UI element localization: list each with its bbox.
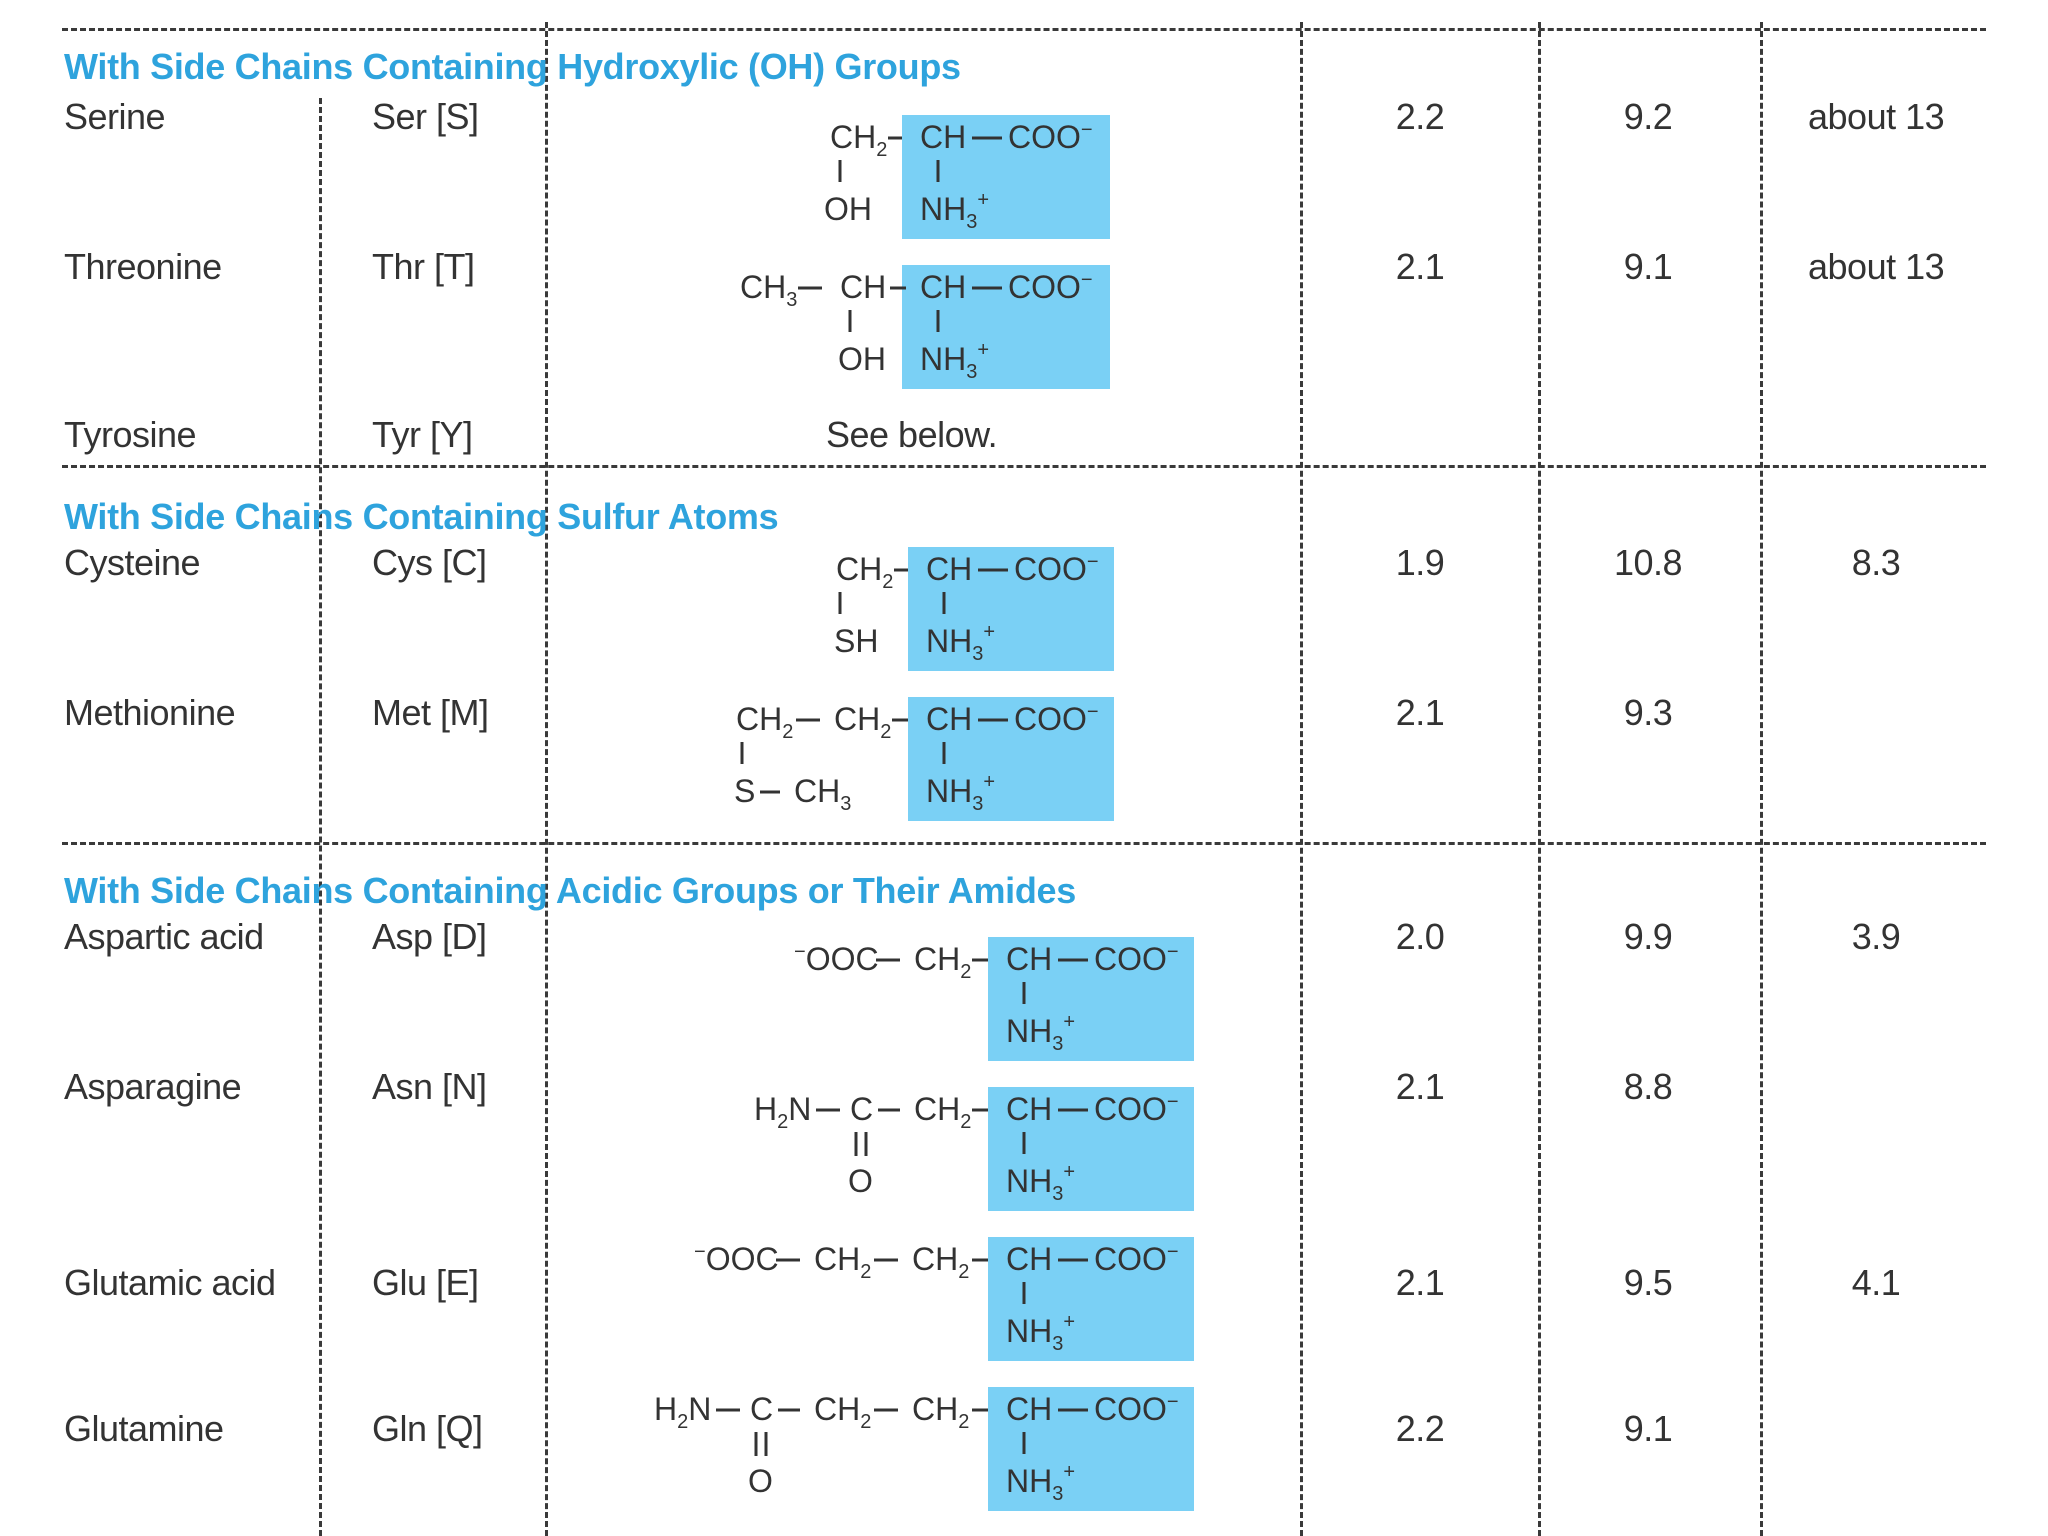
svg-text:COO−: COO− (1094, 1391, 1179, 1427)
amino-acid-abbr: Tyr [Y] (372, 414, 473, 455)
svg-text:OH: OH (824, 191, 872, 227)
pkr-value: 8.3 (1851, 542, 1901, 583)
pk1-value: 1.9 (1395, 542, 1445, 583)
svg-text:CH2: $CH_2$ (912, 1391, 970, 1433)
pk1-value: 2.1 (1395, 1066, 1445, 1107)
column-divider (319, 98, 322, 1536)
pk1-value: 2.1 (1395, 246, 1445, 287)
svg-text:COO−: COO− (1008, 119, 1093, 155)
amino-acid-abbr: Glu [E] (372, 1262, 479, 1303)
svg-text:CH2: $CH_2$ (836, 551, 894, 593)
svg-text:CH2: $CH_2$ (914, 1091, 972, 1133)
amino-acid-abbr: Gln [Q] (372, 1408, 483, 1449)
pk2-value: 9.5 (1623, 1262, 1673, 1303)
svg-text:CH: CH (1006, 1091, 1053, 1127)
methionine-structure (730, 694, 1116, 829)
svg-text:COO−: COO− (1094, 1091, 1179, 1127)
glutamic-acid-structure (690, 1234, 1196, 1369)
column-divider (1538, 22, 1541, 1536)
pk1-value: 2.0 (1395, 916, 1445, 957)
pk2-value: 8.8 (1623, 1066, 1673, 1107)
section-title: With Side Chains Containing Acidic Groups or Their Amides (64, 870, 1076, 911)
amino-acid-name: Cysteine (64, 542, 201, 583)
svg-text:COO−: COO− (1008, 269, 1093, 305)
column-divider (1300, 22, 1303, 1536)
serine-structure (810, 112, 1110, 247)
amino-acid-abbr: Met [M] (372, 692, 489, 733)
column-divider (545, 22, 548, 1536)
pk2-value: 9.1 (1623, 1408, 1673, 1449)
svg-text:OH: OH (838, 341, 886, 377)
svg-text:H2N: $H_2N$ (754, 1091, 812, 1133)
amino-acid-name: Methionine (64, 692, 236, 733)
svg-text:COO−: COO− (1014, 551, 1099, 587)
svg-text:CH: CH (926, 701, 973, 737)
pk2-value: 9.9 (1623, 916, 1673, 957)
top-rule (62, 28, 1986, 31)
pk1-value: 2.1 (1395, 692, 1445, 733)
pkr-value: 3.9 (1851, 916, 1901, 957)
svg-text:CH2: $CH_2$ (814, 1391, 872, 1433)
aspartic-acid-structure (790, 934, 1196, 1069)
svg-text:−OOC: −OOC (694, 1241, 779, 1277)
svg-text:CH: CH (1006, 941, 1053, 977)
amino-acid-abbr: Asp [D] (372, 916, 487, 957)
cysteine-structure (816, 544, 1116, 679)
svg-text:CH2: $CH_2$ (736, 701, 794, 743)
svg-text:C: C (850, 1091, 874, 1127)
amino-acid-name: Tyrosine (64, 414, 197, 455)
svg-text:COO−: COO− (1094, 1241, 1179, 1277)
pk2-value: 9.2 (1623, 96, 1673, 137)
amino-acid-name: Threonine (64, 246, 222, 287)
pkr-value: about 13 (1808, 96, 1945, 137)
svg-text:CH: CH (926, 551, 973, 587)
pk2-value: 9.1 (1623, 246, 1673, 287)
pk1-value: 2.2 (1395, 96, 1445, 137)
structure-note: See below. (826, 414, 998, 455)
svg-text:CH3: $CH_3$ (794, 773, 852, 815)
amino-acid-name: Glutamic acid (64, 1262, 276, 1303)
section-divider (62, 465, 1986, 468)
threonine-structure (730, 262, 1110, 397)
svg-text:C: C (750, 1391, 774, 1427)
svg-text:CH2: $CH_2$ (814, 1241, 872, 1283)
amino-acid-abbr: Asn [N] (372, 1066, 487, 1107)
pkr-value: about 13 (1808, 246, 1945, 287)
svg-text:NH3+: $NH_3^+$ (1006, 1161, 1076, 1205)
amino-acid-name: Aspartic acid (64, 916, 264, 957)
svg-text:CH: CH (1006, 1241, 1053, 1277)
svg-text:COO−: COO− (1094, 941, 1179, 977)
svg-text:H2N: $H_2N$ (654, 1391, 712, 1433)
glutamine-structure (650, 1384, 1196, 1519)
svg-text:CH2: $CH_2$ (912, 1241, 970, 1283)
amino-acid-abbr: Cys [C] (372, 542, 487, 583)
svg-text:NH3+: $NH_3^+$ (1006, 1311, 1076, 1355)
svg-text:−OOC: −OOC (794, 941, 879, 977)
svg-text:NH3+: $NH_3^+$ (926, 771, 996, 815)
svg-text:O: O (748, 1463, 773, 1499)
amino-acid-name: Asparagine (64, 1066, 242, 1107)
pk1-value: 2.2 (1395, 1408, 1445, 1449)
svg-text:CH2: $CH_2$ (834, 701, 892, 743)
pk2-value: 9.3 (1623, 692, 1673, 733)
svg-text:NH3+: $NH_3^+$ (1006, 1461, 1076, 1505)
svg-text:CH2: $CH_2$ (830, 119, 888, 161)
svg-text:CH: CH (920, 269, 967, 305)
svg-text:CH: CH (920, 119, 967, 155)
pkr-value: 4.1 (1851, 1262, 1901, 1303)
amino-acid-name: Serine (64, 96, 166, 137)
svg-text:CH2: $CH_2$ (914, 941, 972, 983)
svg-text:S: S (734, 773, 756, 809)
svg-text:O: O (848, 1163, 873, 1199)
section-title: With Side Chains Containing Hydroxylic (OH) Groups (64, 46, 961, 87)
svg-text:CH: CH (840, 269, 887, 305)
svg-text:CH3: $CH_3$ (740, 269, 798, 311)
pk2-value: 10.8 (1613, 542, 1683, 583)
amino-acid-abbr: Thr [T] (372, 246, 475, 287)
section-divider (62, 842, 1986, 845)
pk1-value: 2.1 (1395, 1262, 1445, 1303)
asparagine-structure (750, 1084, 1196, 1219)
svg-text:SH: SH (834, 623, 879, 659)
svg-text:NH3+: $NH_3^+$ (920, 189, 990, 233)
svg-text:COO−: COO− (1014, 701, 1099, 737)
amino-acid-name: Glutamine (64, 1408, 224, 1449)
column-divider (1760, 22, 1763, 1536)
svg-text:NH3+: $NH_3^+$ (926, 621, 996, 665)
amino-acid-abbr: Ser [S] (372, 96, 479, 137)
svg-text:NH3+: $NH_3^+$ (920, 339, 990, 383)
svg-text:NH3+: $NH_3^+$ (1006, 1011, 1076, 1055)
section-title: With Side Chains Containing Sulfur Atoms (64, 496, 779, 537)
svg-text:CH: CH (1006, 1391, 1053, 1427)
